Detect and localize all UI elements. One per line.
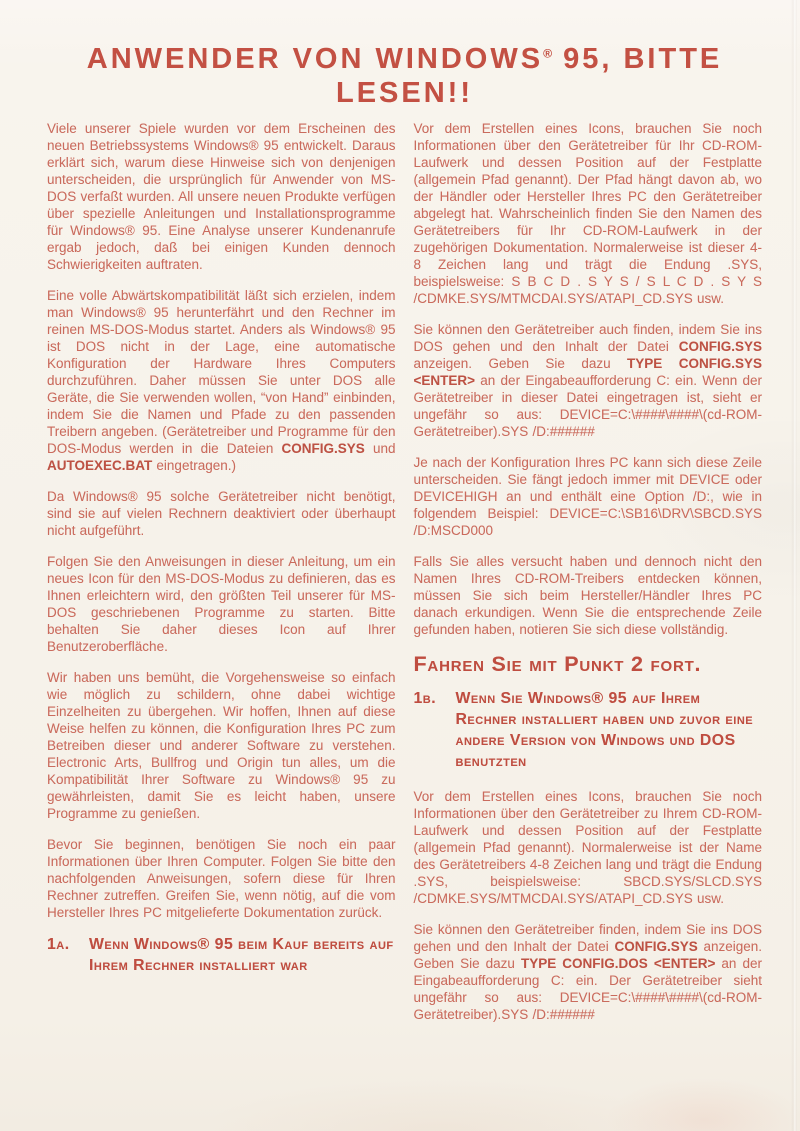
text-run: Viele unserer Spiele wurden vor dem Erscheinen des neuen Betriebssystems Windows® 95 entwickelt. Daraus erklärt sich, warum diese Hinweise sich von denjenigen unterscheiden, die ursprünglich für Anwender von MS-DOS verfaßt wurden. All unsere neuen Produkte verfügen über spezielle Anleitungen und Installationsprogramme für Windows® 95. Eine Analyse unserer Kundenanrufe ergab jedoch, daß bei einigen Kunden dennoch Schwierigkeiten auftraten. [47,121,396,273]
bold-text: CONFIG.SYS [614,938,698,954]
text-run: Falls Sie alles versucht haben und dennoch nicht den Namen Ihres CD-ROM-Treibers entdecken können, müssen Sie sich beim Hersteller/Händler Ihres PC danach erkundigen. Wenn Sie die entsprechende Zeile gefunden haben, notieren Sie sich diese vollständig. [413,554,762,638]
heading-text [89,935,396,977]
text-run: Da Windows® 95 solche Gerätetreiber nicht benötigt, sind sie auf vielen Rechnern deaktiviert oder überhaupt nicht aufgeführt. [47,489,396,539]
text-run: Sie können den Gerätetreiber auch finden, indem Sie ins DOS gehen und den Inhalt der Datei [413,322,762,355]
paragraph [47,669,396,822]
text-run: Fahren Sie mit Punkt 2 fort. [413,652,702,677]
paragraph [47,553,396,655]
text-run: und [364,441,396,457]
bold-text: TYPE CONFIG.SYS <ENTER> [413,356,762,389]
text-run: Wenn Windows® 95 beim Kauf bereits auf Ihrem Rechner installiert war [89,936,394,975]
paragraph [414,120,763,307]
text-run: Wir haben uns bemüht, die Vorgehensweise so einfach wie möglich zu schildern, ohne dabei wichtige Einzelheiten zu übergehen. Wir hoffen, Ihnen auf diese Weise helfen zu können, die Konfiguration Ihres PC zum Betreiben dieser und anderer Software zu verstehen. Electronic Arts, Bullfrog und Origin tun alles, um die Kompatibilität Ihrer Software zu Windows® 95 zu gewährleisten, damit Sie es leicht haben, unsere Programme zu genießen. [47,670,396,822]
page-title [47,42,762,110]
paragraph [414,321,763,440]
text-run: Folgen Sie den Anweisungen in dieser Anleitung, um ein neues Icon für den MS-DOS-Modus zu definieren, das es Ihnen erleichtern wird, den größten Teil unserer für MS-DOS geschriebenen Programme zu starten. Bitte behalten Sie daher dieses Icon auf Ihrer Benutzeroberfläche. [47,554,396,655]
text-run: Wenn Sie Windows® 95 auf Ihrem Rechner installiert haben und zuvor eine andere Version von Windows und DOS benutzten [455,690,754,770]
text-run: Vor dem Erstellen eines Icons, brauchen Sie noch Informationen über den Gerätetreiber zu Ihrem CD-ROM-Laufwerk und dessen Position auf der Festplatte (allgemein Pfad genannt). Normalerweise ist der Name des Gerätetreibers 4-8 Zeichen lang und trägt die Endung .SYS, beispielsweise: SBCD.SYS/SLCD.SYS /CDMKE.SYS/MTMCDAI.SYS/ATAPI_CD.SYS usw. [413,788,762,906]
text-run: anzeigen. Geben Sie dazu [413,356,628,372]
text-run: ANWENDER VON WINDOWS [86,43,544,75]
paragraph [47,488,396,539]
paragraph [47,836,396,921]
section-heading [414,652,763,677]
heading-number: 1b. [413,690,437,708]
text-run: Sie können den Gerätetreiber finden, indem Sie ins DOS gehen und den Inhalt der Datei [413,921,762,954]
text-run: Bevor Sie beginnen, benötigen Sie noch ein paar Informationen über Ihren Computer. Folgen Sie bitte den nachfolgenden Anweisungen, sofern diese für Ihren Rechner zutreffen. Greifen Sie, wenn nötig, auf die vom Hersteller Ihres PC mitgelieferte Dokumentation zurück. [47,837,396,921]
text-run: Je nach der Konfiguration Ihres PC kann sich diese Zeile unterscheiden. Sie fängt jedoch immer mit DEVICE oder DEVICEHIGH an und enthält eine Option /D:, wie in folgendem Beispiel: DEVICE=C:\SB16\DRV\SBCD.SYS /D:MSCD000 [413,455,762,539]
paragraph [414,788,763,907]
right-column [414,120,763,1036]
bold-text: CONFIG.SYS [281,441,365,457]
left-column [47,120,396,1036]
paragraph [47,120,396,273]
paragraph [47,287,396,474]
numbered-section-heading [414,689,763,772]
paragraph [414,921,763,1023]
text-run: an der Eingabeaufforderung C: ein. Wenn der Gerätetreiber in dieser Datei eingetragen ist, sieht er ungefähr so aus: DEVICE=C:\####\####\(cd-ROM-Gerätetreiber).SYS /D:###### [413,373,762,440]
text-run: 95, BITTE [552,43,723,75]
numbered-section-heading [47,935,396,977]
heading-number: 1a. [47,936,70,954]
paragraph [414,454,763,539]
text-run: eingetragen.) [152,458,236,474]
page-title-line-2 [47,76,762,110]
text-run: anzeigen. Geben Sie dazu [413,938,763,971]
text-run: Eine volle Abwärtskompatibilität läßt sich erzielen, indem man Windows® 95 herunterfährt und den Rechner im reinen MS-DOS-Modus startet. Anders als Windows® 95 ist DOS nicht in der Lage, eine automatische Konfiguration der Hardware Ihres Computers durchzuführen. Daher müssen Sie unter DOS alle Geräte, die Sie verwenden wollen, “von Hand” einbinden, indem Sie die Namen und Pfade zu den passenden Treibern angeben. (Gerätetreiber und Programme für den DOS-Modus werden in die Dateien [47,288,396,457]
registered-trademark-symbol: ® [543,46,553,61]
heading-text [456,689,763,772]
bold-text: AUTOEXEC.BAT [47,458,153,474]
bold-text: CONFIG.SYS [678,339,762,355]
two-column-layout [47,120,762,1036]
bold-text: TYPE CONFIG.DOS <ENTER> [520,955,716,971]
text-run: LESEN!! [336,77,473,110]
text-run: an der Eingabeaufforderung C: ein. Der Gerätetreiber sieht ungefähr so aus: DEVICE=C:\####\####\(cd-ROM-Gerätetreiber).SYS /D:###### [413,955,762,1022]
page-title-line-1 [47,42,762,76]
paragraph [414,553,763,638]
text-run: Vor dem Erstellen eines Icons, brauchen Sie noch Informationen über den Gerätetreiber für Ihr CD-ROM-Laufwerk und dessen Position auf der Festplatte (allgemein Pfad genannt). Der Pfad hängt davon ab, wo der Händler oder Hersteller Ihres PC den Gerätetreiber abgelegt hat. Wahrscheinlich finden Sie den Namen des Gerätetreibers für Ihr CD-ROM-Laufwerk in der zugehörigen Dokumentation. Normalerweise ist dieser 4-8 Zeichen lang und trägt die Endung .SYS, beispielsweise: S B C D . S Y S / S L C D . S Y S /CDMKE.SYS/MTMCDAI.SYS/ATAPI_CD.SYS usw. [413,121,762,307]
